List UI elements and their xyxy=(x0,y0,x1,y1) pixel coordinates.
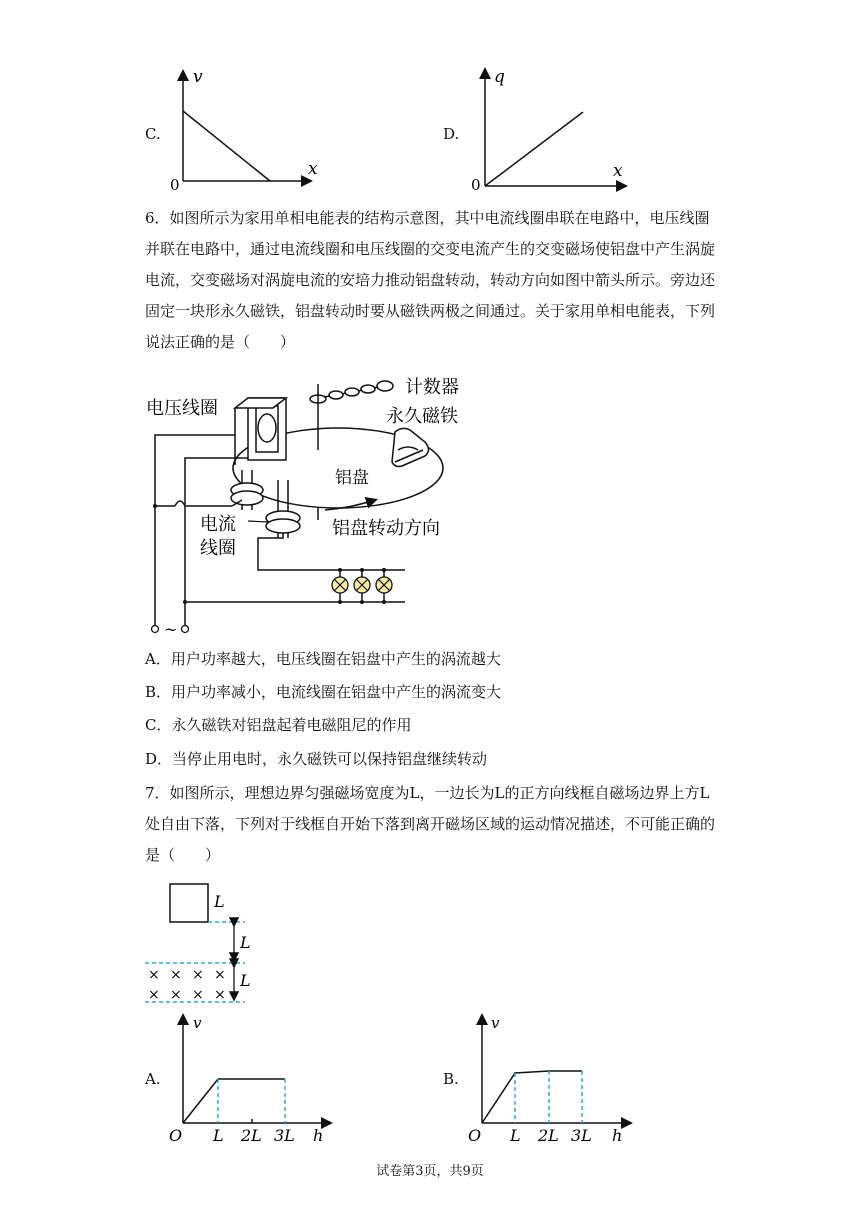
q6-line-5: 说法正确的是（ ） xyxy=(145,333,296,351)
q6-line-2: 并联在电路中，通过电流线圈和电压线圈的交变电流产生的交变磁场使铝盘中产生涡旋 xyxy=(145,240,716,258)
svg-text:×: × xyxy=(214,987,226,1003)
ac-symbol: ~ xyxy=(164,620,178,639)
option-c-origin: 0 xyxy=(170,176,180,194)
rotation-direction-label: 铝盘转动方向 xyxy=(332,518,440,539)
q7-a-x-label: h xyxy=(313,1126,324,1145)
option-c-x-label: x xyxy=(308,159,318,179)
q6-line-1: 6．如图所示为家用单相电能表的结构示意图，其中电流线圈串联在电路中，电压线圈 xyxy=(145,209,710,227)
permanent-magnet-label: 永久磁铁 xyxy=(386,406,458,427)
option-d-y-label: q xyxy=(494,67,505,87)
q7-line-2: 处自由下落，下列对于线框自开始下落到离开磁场区域的运动情况描述，不可能正确的 xyxy=(145,815,716,833)
q6-stem xyxy=(145,203,745,358)
counter-label: 计数器 xyxy=(405,377,459,398)
q6-option-b: B．用户功率减小，电流线圈在铝盘中产生的涡流变大 xyxy=(145,683,502,701)
electric-meter-figure xyxy=(140,370,480,640)
q7-line-3: 是（ ） xyxy=(145,846,221,864)
option-d-origin: 0 xyxy=(471,176,481,194)
disk-label: 铝盘 xyxy=(335,468,369,488)
option-c-label: C. xyxy=(145,125,161,143)
square-frame xyxy=(170,884,208,922)
current-coil-label-2: 线圈 xyxy=(200,538,236,559)
frame-side-label: L xyxy=(214,892,225,911)
option-d-graph xyxy=(465,62,635,197)
q6-line-3: 电流，交变磁场对涡旋电流的安培力推动铝盘转动，转动方向如图中箭头所示。旁边还 xyxy=(145,271,716,289)
option-c-y-label: v xyxy=(193,67,203,87)
q7-a-tick-3: 3L xyxy=(274,1126,295,1145)
q7-a-origin: O xyxy=(169,1126,183,1145)
option-c-graph xyxy=(160,62,330,197)
q6-option-c: C．永久磁铁对铝盘起着电磁阻尼的作用 xyxy=(145,716,412,734)
q7-option-a-label: A. xyxy=(145,1070,161,1088)
svg-text:×: × xyxy=(148,967,160,983)
q7-b-tick-1: L xyxy=(510,1126,521,1145)
q7-a-tick-2: 2L xyxy=(241,1126,262,1145)
q7-b-y-label: v xyxy=(491,1014,500,1032)
q7-a-tick-1: L xyxy=(213,1126,224,1145)
q6-option-a: A．用户功率越大，电压线圈在铝盘中产生的涡流越大 xyxy=(145,650,501,668)
option-d-x-label: x xyxy=(613,161,623,181)
q7-b-tick-3: 3L xyxy=(571,1126,592,1145)
current-coil-label-1: 电流 xyxy=(200,514,236,535)
voltage-coil-label: 电压线圈 xyxy=(146,398,218,419)
gap-label: L xyxy=(240,933,251,952)
q7-option-b-graph xyxy=(462,1008,642,1148)
svg-text:×: × xyxy=(170,987,182,1003)
svg-text:×: × xyxy=(192,987,204,1003)
q7-b-tick-2: 2L xyxy=(538,1126,559,1145)
svg-text:×: × xyxy=(214,967,226,983)
svg-text:×: × xyxy=(148,987,160,1003)
q7-option-b-label: B. xyxy=(443,1070,459,1088)
q6-option-d: D．当停止用电时，永久磁铁可以保持铝盘继续转动 xyxy=(145,750,488,768)
q7-b-x-label: h xyxy=(612,1126,623,1145)
q7-line-1: 7．如图所示，理想边界匀强磁场宽度为L，一边长为L的正方向线框自磁场边界上方L xyxy=(145,784,710,802)
field-crosses xyxy=(148,967,226,1003)
page-footer: 试卷第3页，共9页 xyxy=(376,1164,484,1179)
q7-a-y-label: v xyxy=(193,1014,202,1032)
q7-option-a-graph xyxy=(160,1008,340,1148)
q7-stem xyxy=(145,778,745,871)
q6-line-4: 固定一块形永久磁铁，铝盘转动时要从磁铁两极之间通过。关于家用单相电能表，下列 xyxy=(145,302,716,320)
svg-text:×: × xyxy=(192,967,204,983)
svg-text:×: × xyxy=(170,967,182,983)
magnetic-field-figure xyxy=(140,878,270,1008)
field-width-label: L xyxy=(240,971,251,990)
option-d-label: D. xyxy=(443,125,460,143)
q7-b-origin: O xyxy=(468,1126,482,1145)
